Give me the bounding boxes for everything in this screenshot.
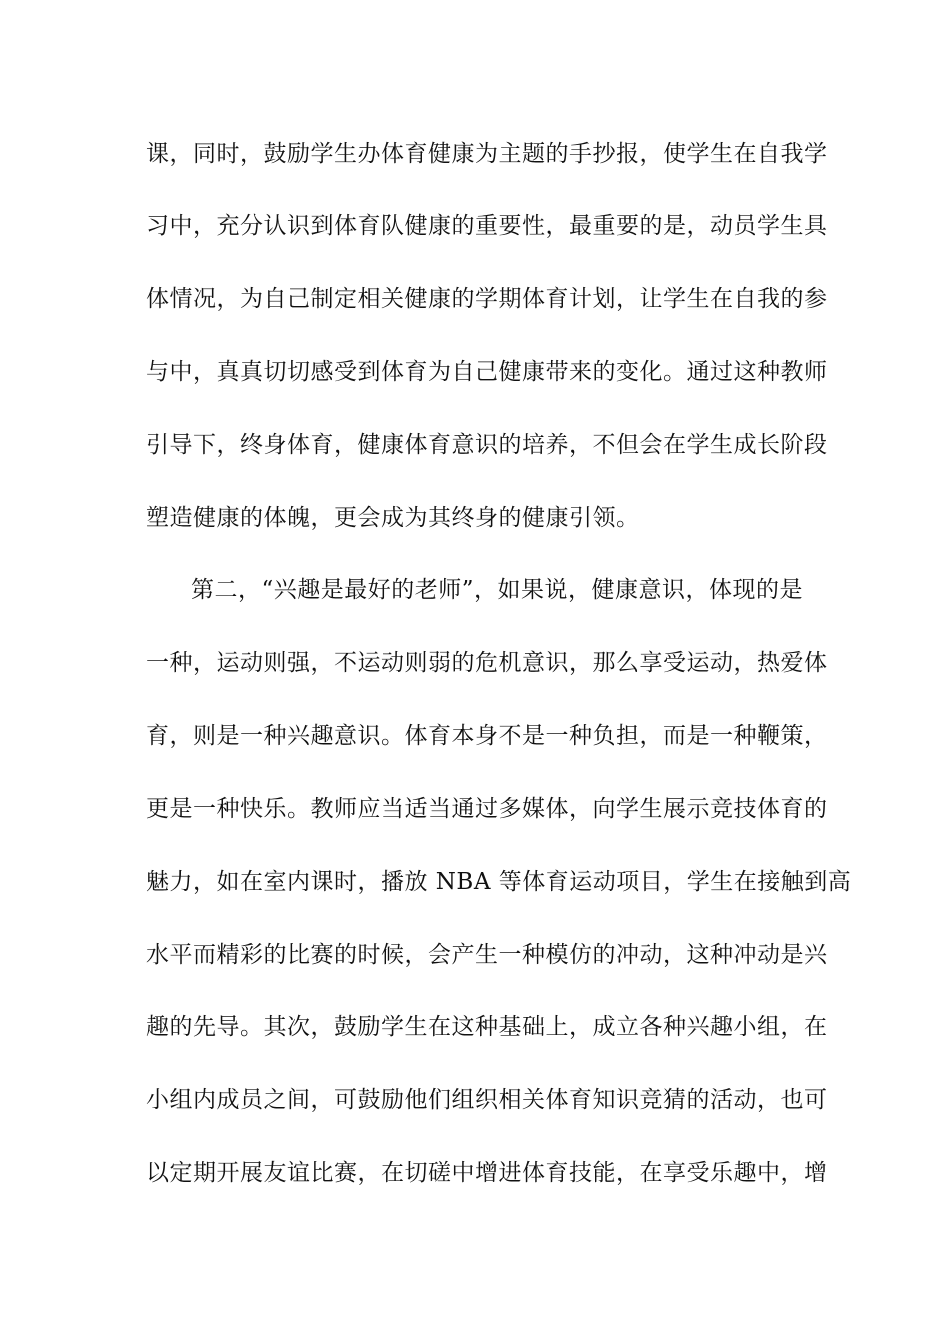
- text-line: 一种，运动则强，不运动则弱的危机意识，那么享受运动，热爱体: [146, 650, 828, 676]
- text-line: 课，同时，鼓励学生办体育健康为主题的手抄报，使学生在自我学: [146, 141, 828, 167]
- text-line: 体情况，为自己制定相关健康的学期体育计划，让学生在自我的参: [146, 286, 828, 312]
- text-line: 塑造健康的体魄，更会成为其终身的健康引领。: [146, 505, 640, 531]
- text-line: 水平而精彩的比赛的时候，会产生一种模仿的冲动，这种冲动是兴: [146, 942, 828, 968]
- text-line: 引导下，终身体育，健康体育意识的培养，不但会在学生成长阶段: [146, 432, 828, 458]
- text-line: 小组内成员之间，可鼓励他们组织相关体育知识竞猜的活动，也可: [146, 1087, 828, 1113]
- text-line: 习中，充分认识到体育队健康的重要性，最重要的是，动员学生具: [146, 213, 828, 239]
- paragraph-first-line: 第二，“兴趣是最好的老师”，如果说，健康意识，体现的是: [191, 577, 804, 603]
- text-line: 以定期开展友谊比赛，在切磋中增进体育技能，在享受乐趣中，增: [146, 1160, 828, 1186]
- text-line: 育，则是一种兴趣意识。体育本身不是一种负担，而是一种鞭策，: [146, 723, 828, 749]
- text-line: 与中，真真切切感受到体育为自己健康带来的变化。通过这种教师: [146, 359, 828, 385]
- text-line: 趣的先导。其次，鼓励学生在这种基础上，成立各种兴趣小组，在: [146, 1014, 828, 1040]
- text-line: 魅力，如在室内课时，播放 NBA 等体育运动项目，学生在接触到高: [146, 869, 852, 895]
- text-line: 更是一种快乐。教师应当适当通过多媒体，向学生展示竞技体育的: [146, 796, 828, 822]
